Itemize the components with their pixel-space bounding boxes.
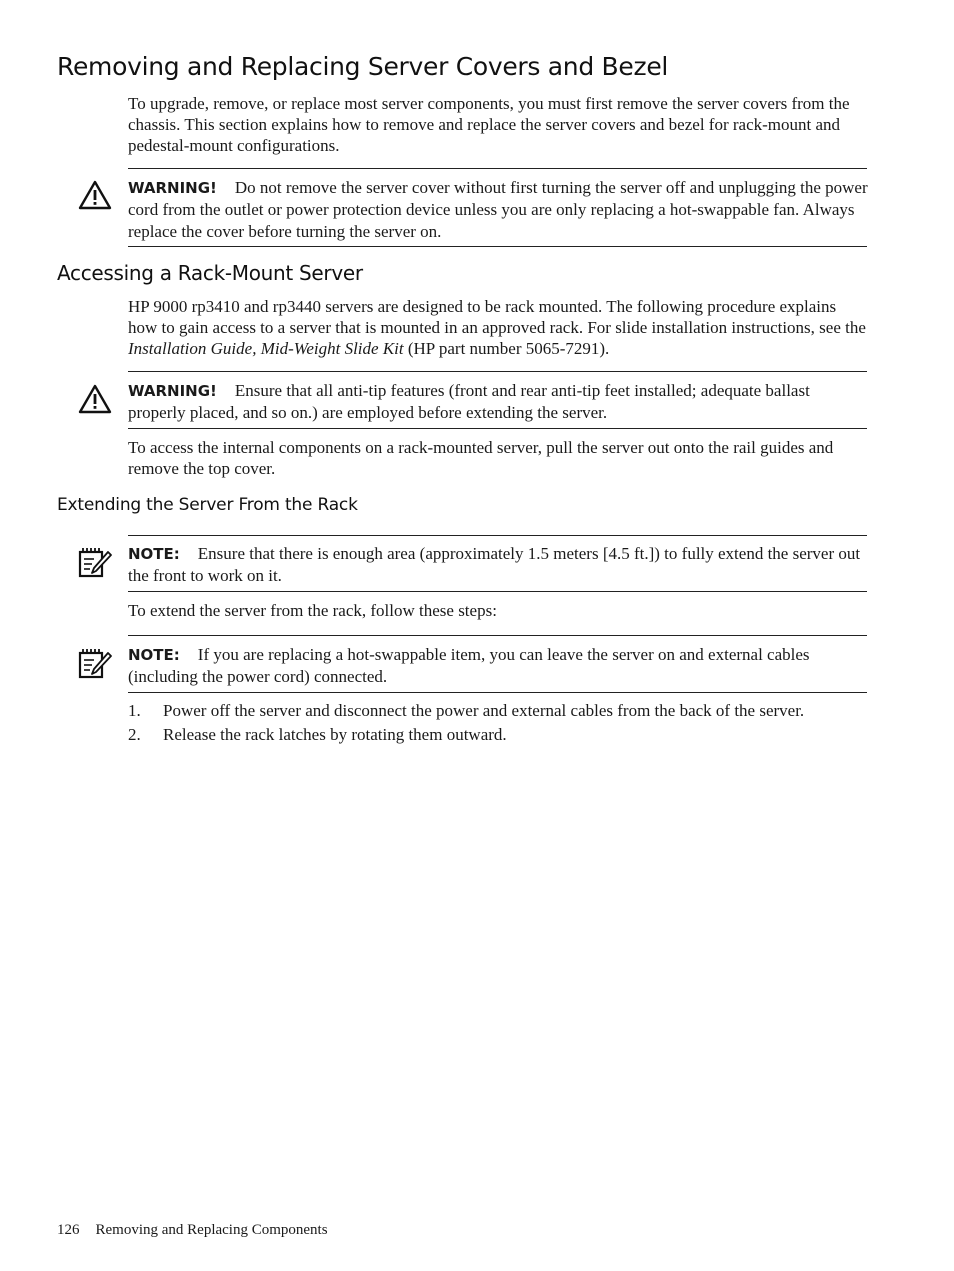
- note2-top-rule: [128, 635, 867, 636]
- extend-paragraph: To extend the server from the rack, follow these steps:: [128, 601, 497, 620]
- warning-icon: [78, 180, 112, 210]
- procedure-steps: [128, 700, 868, 748]
- note-top-rule: [128, 535, 867, 536]
- note-text: Ensure that there is enough area (approximately 1.5 meters [4.5 ft.]) to fully extend the server out the front to work on it.: [128, 544, 861, 585]
- page-footer: [57, 1222, 328, 1239]
- page-number: 126: [57, 1222, 80, 1238]
- warning2-callout: [128, 380, 868, 424]
- note2-text: If you are replacing a hot-swappable item, you can leave the server on and external cables (including the power cord) connected.: [128, 645, 810, 686]
- note-label: NOTE:: [128, 545, 180, 563]
- note2-bottom-rule: [128, 692, 867, 693]
- warning-icon: [78, 384, 112, 414]
- list-item: [128, 700, 868, 721]
- list-item: [128, 724, 868, 745]
- rack-paragraph: [128, 296, 868, 359]
- section-heading-rack: Accessing a Rack-Mount Server: [57, 261, 363, 285]
- section-heading-extend: Extending the Server From the Rack: [57, 495, 358, 515]
- note-icon: [78, 546, 112, 578]
- warning-bottom-rule: [128, 246, 867, 247]
- warning-text: Do not remove the server cover without first turning the server off and unplugging the power cord from the outlet or power protection device unless you are only replacing a hot-swappable fan. Always replace the cover before turning the server on.: [128, 178, 868, 241]
- page-title: Removing and Replacing Server Covers and Bezel: [57, 52, 669, 81]
- warning2-label: WARNING!: [128, 382, 217, 400]
- rack-paragraph-text: HP 9000 rp3410 and rp3440 servers are designed to be rack mounted. The following procedure explains how to gain access to a server that is mounted in an approved rack. For slide installation instructions, see the: [128, 297, 866, 337]
- warning2-text: Ensure that all anti-tip features (front and rear anti-tip feet installed; adequate ballast properly placed, and so on.) are employed before extending the server.: [128, 381, 810, 422]
- note2-callout: [128, 644, 868, 688]
- warning2-top-rule: [128, 371, 867, 372]
- step-number: 1.: [128, 701, 141, 720]
- rack-access-paragraph: To access the internal components on a rack-mounted server, pull the server out onto the rail guides and remove the top cover.: [128, 438, 834, 478]
- warning-top-rule: [128, 168, 867, 169]
- note-callout: [128, 543, 868, 587]
- doc-title-reference: Installation Guide, Mid-Weight Slide Kit: [128, 339, 404, 358]
- rack-paragraph-tail: (HP part number 5065-7291).: [403, 339, 610, 358]
- step-text: Release the rack latches by rotating them outward.: [163, 725, 507, 744]
- note2-label: NOTE:: [128, 646, 180, 664]
- warning-callout: [128, 177, 868, 243]
- chapter-title: Removing and Replacing Components: [95, 1222, 328, 1238]
- note-icon: [78, 647, 112, 679]
- warning-label: WARNING!: [128, 179, 217, 197]
- step-number: 2.: [128, 725, 141, 744]
- warning2-bottom-rule: [128, 428, 867, 429]
- step-text: Power off the server and disconnect the power and external cables from the back of the server.: [163, 701, 805, 720]
- intro-paragraph: To upgrade, remove, or replace most server components, you must first remove the server covers from the chassis. This section explains how to remove and replace the server covers and bezel for rack-mount and pedestal-mount configurations.: [128, 94, 850, 155]
- note-bottom-rule: [128, 591, 867, 592]
